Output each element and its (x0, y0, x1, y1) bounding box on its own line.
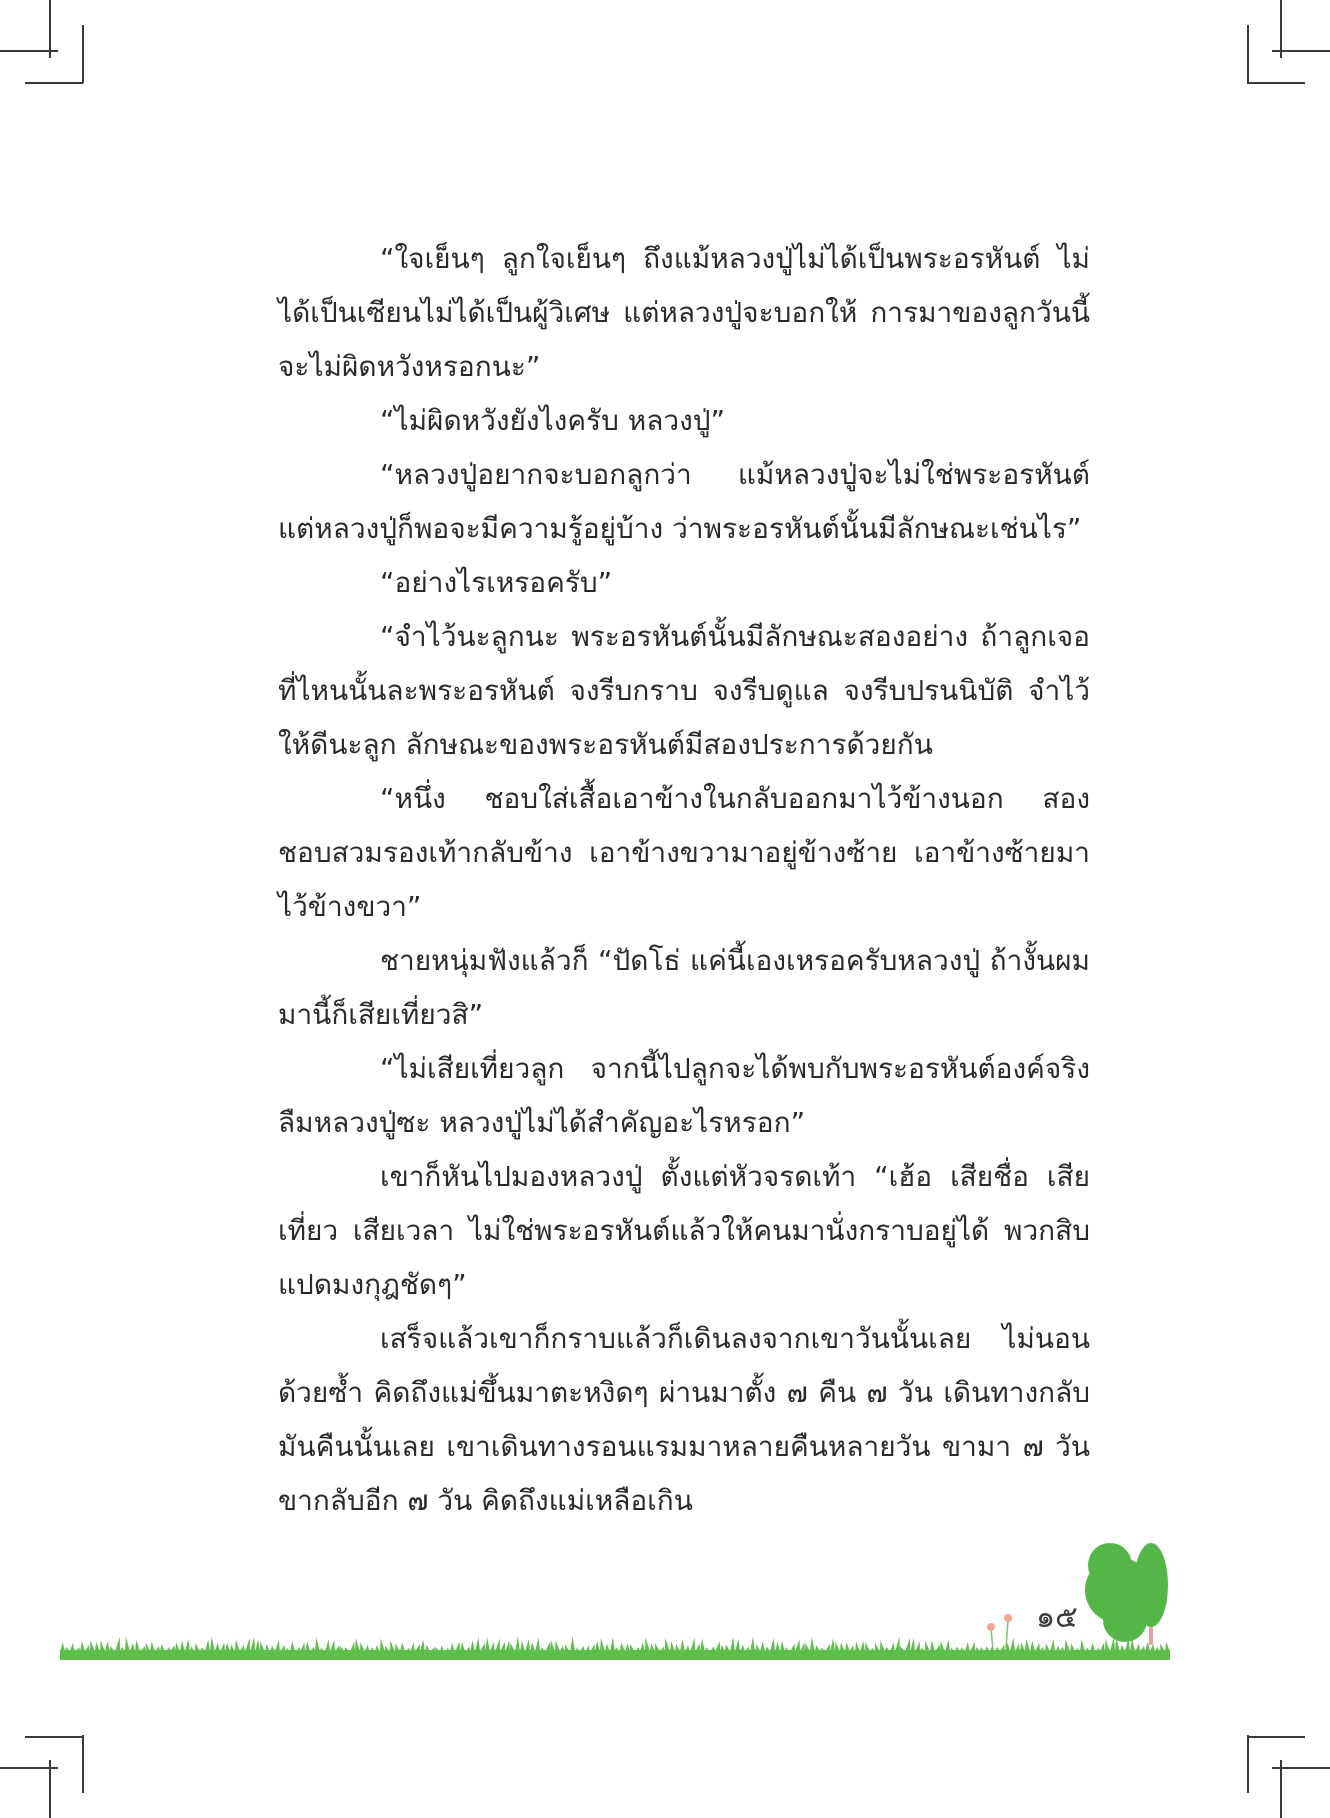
page-number: ๑๕ (1036, 1600, 1078, 1635)
tree-icon (1085, 1543, 1168, 1645)
paragraph: เขาก็หันไปมองหลวงปู่ ตั้งแต่หัวจรดเท้า “เฮ้อ เสียชื่อ เสียเที่ยว เสียเวลา ไม่ใช่พระอรหันต์แล้วให้คนมานั่งกราบอยู่ได้ พวกสิบแปดมงกุฎชัดๆ” (278, 1160, 1090, 1301)
paragraph: “จำไว้นะลูกนะ พระอรหันต์นั้นมีลักษณะสองอย่าง ถ้าลูกเจอที่ไหนนั้นละพระอรหันต์ จงรีบกราบ จงรีบดูแล จงรีบปรนนิบัติ จำไว้ให้ดีนะลูก ลักษณะของพระอรหันต์มีสองประการด้วยกัน (278, 620, 1090, 761)
paragraph: “หลวงปู่อยากจะบอกลูกว่า แม้หลวงปู่จะไม่ใช่พระอรหันต์ แต่หลวงปู่ก็พอจะมีความรู้อยู่บ้าง ว่าพระอรหันต์นั้นมีลักษณะเช่นไร” (278, 458, 1090, 545)
paragraph: ชายหนุ่มฟังแล้วก็ “ปัดโธ่ แค่นี้เองเหรอครับหลวงปู่ ถ้างั้นผมมานี้ก็เสียเที่ยวสิ” (278, 944, 1090, 1031)
paragraph: “หนึ่ง ชอบใส่เสื้อเอาข้างในกลับออกมาไว้ข้างนอก สอง ชอบสวมรองเท้ากลับข้าง เอาข้างขวามาอยู่ข้างซ้าย เอาข้างซ้ายมาไว้ข้างขวา” (278, 782, 1090, 923)
paragraph: “ไม่เสียเที่ยวลูก จากนี้ไปลูกจะได้พบกับพระอรหันต์องค์จริง ลืมหลวงปู่ซะ หลวงปู่ไม่ได้สำคัญอะไรหรอก” (278, 1052, 1090, 1139)
paragraph: เสร็จแล้วเขาก็กราบแล้วก็เดินลงจากเขาวันนั้นเลย ไม่นอนด้วยซ้ำ คิดถึงแม่ขึ้นมาตะหงิดๆ ผ่านมาตั้ง ๗ คืน ๗ วัน เดินทางกลับมันคืนนั้นเลย เขาเดินทางรอนแรมมาหลายคืนหลายวัน ขามา ๗ วัน ขากลับอีก ๗ วัน คิดถึงแม่เหลือเกิน (278, 1322, 1090, 1517)
flower-icon (987, 1614, 1012, 1650)
grass-strip (60, 1636, 1170, 1660)
paragraph: “อย่างไรเหรอครับ” (380, 566, 613, 599)
paragraph: “ใจเย็นๆ ลูกใจเย็นๆ ถึงแม้หลวงปู่ไม่ได้เป็นพระอรหันต์ ไม่ได้เป็นเซียนไม่ได้เป็นผู้วิเศษ แต่หลวงปู่จะบอกให้ การมาของลูกวันนี้จะไม่ผิดหวังหรอกนะ” (278, 242, 1090, 383)
paragraph: “ไม่ผิดหวังยังไงครับ หลวงปู่” (380, 404, 726, 437)
